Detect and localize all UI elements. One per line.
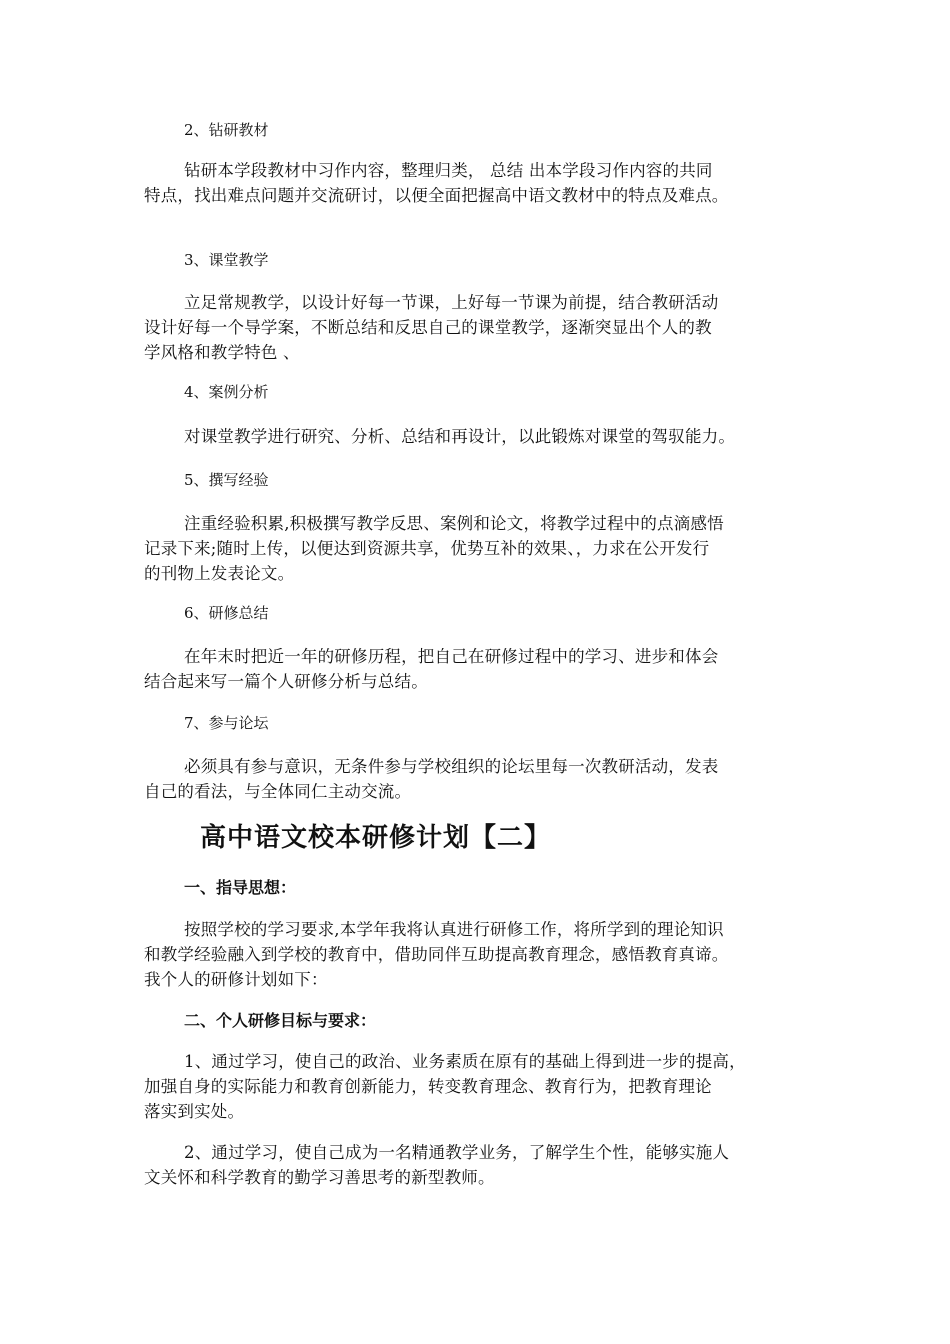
text-line: 必须具有参与意识，无条件参与学校组织的论坛里每一次教研活动，发表 [184,757,719,776]
text-line: 自己的看法，与全体同仁主动交流。 [144,782,412,801]
section-paragraph-5 [144,511,808,586]
text-line: 按照学校的学习要求,本学年我将认真进行研修工作，将所学到的理论知识 [184,920,724,939]
text-line: 在年末时把近一年的研修历程，把自己在研修过程中的学习、进步和体会 [184,647,719,666]
text-line: 的刊物上发表论文。 [144,564,295,583]
section-paragraph-2 [144,158,808,208]
section-paragraph-6 [144,644,808,694]
text-line: 钻研本学段教材中习作内容，整理归类， 总结 出本学段习作内容的共同 [184,161,713,180]
text-line: 结合起来写一篇个人研修分析与总结。 [144,672,428,691]
text-line: 1、通过学习，使自己的政治、业务素质在原有的基础上得到进一步的提高， [184,1052,746,1071]
document-title: 高中语文校本研修计划【二】 [200,823,552,853]
paragraph-guiding-ideology [144,917,808,992]
text-line: 和教学经验融入到学校的教育中，借助同伴互助提高教育理念，感悟教育真谛。 [144,945,729,964]
paragraph-goal-1 [144,1049,808,1124]
section-heading-4: 4、案例分析 [184,383,269,401]
section-paragraph-4 [144,424,808,449]
text-line: 特点，找出难点问题并交流研讨，以便全面把握高中语文教材中的特点及难点。 [144,186,729,205]
text-line: 学风格和教学特色 、 [144,343,300,362]
section-heading-7: 7、参与论坛 [184,714,269,732]
text-line: 对课堂教学进行研究、分析、总结和再设计，以此锻炼对课堂的驾驭能力。 [184,427,736,446]
text-line: 文关怀和科学教育的勤学习善思考的新型教师。 [144,1168,495,1187]
section-paragraph-3 [144,290,808,365]
text-line: 落实到实处。 [144,1102,245,1121]
heading-research-goals: 二、个人研修目标与要求： [184,1011,377,1030]
text-line: 设计好每一个导学案，不断总结和反思自己的课堂教学，逐渐突显出个人的教 [144,318,712,337]
section-heading-5: 5、撰写经验 [184,471,269,489]
section-heading-2: 2、钻研教材 [184,121,269,139]
section-heading-3: 3、课堂教学 [184,251,269,269]
text-line: 立足常规教学，以设计好每一节课，上好每一节课为前提，结合教研活动 [184,293,719,312]
text-line: 记录下来;随时上传，以便达到资源共享，优势互补的效果、，力求在公开发行 [144,539,710,558]
text-line: 加强自身的实际能力和教育创新能力，转变教育理念、教育行为，把教育理论 [144,1077,712,1096]
text-line: 2、通过学习，使自己成为一名精通教学业务，了解学生个性，能够实施人 [184,1143,730,1162]
text-line: 注重经验积累,积极撰写教学反思、案例和论文，将教学过程中的点滴感悟 [184,514,724,533]
heading-guiding-ideology: 一、指导思想： [184,878,297,897]
section-heading-6: 6、研修总结 [184,604,269,622]
paragraph-goal-2 [144,1140,808,1190]
section-paragraph-7 [144,754,808,804]
text-line: 我个人的研修计划如下： [144,970,328,989]
